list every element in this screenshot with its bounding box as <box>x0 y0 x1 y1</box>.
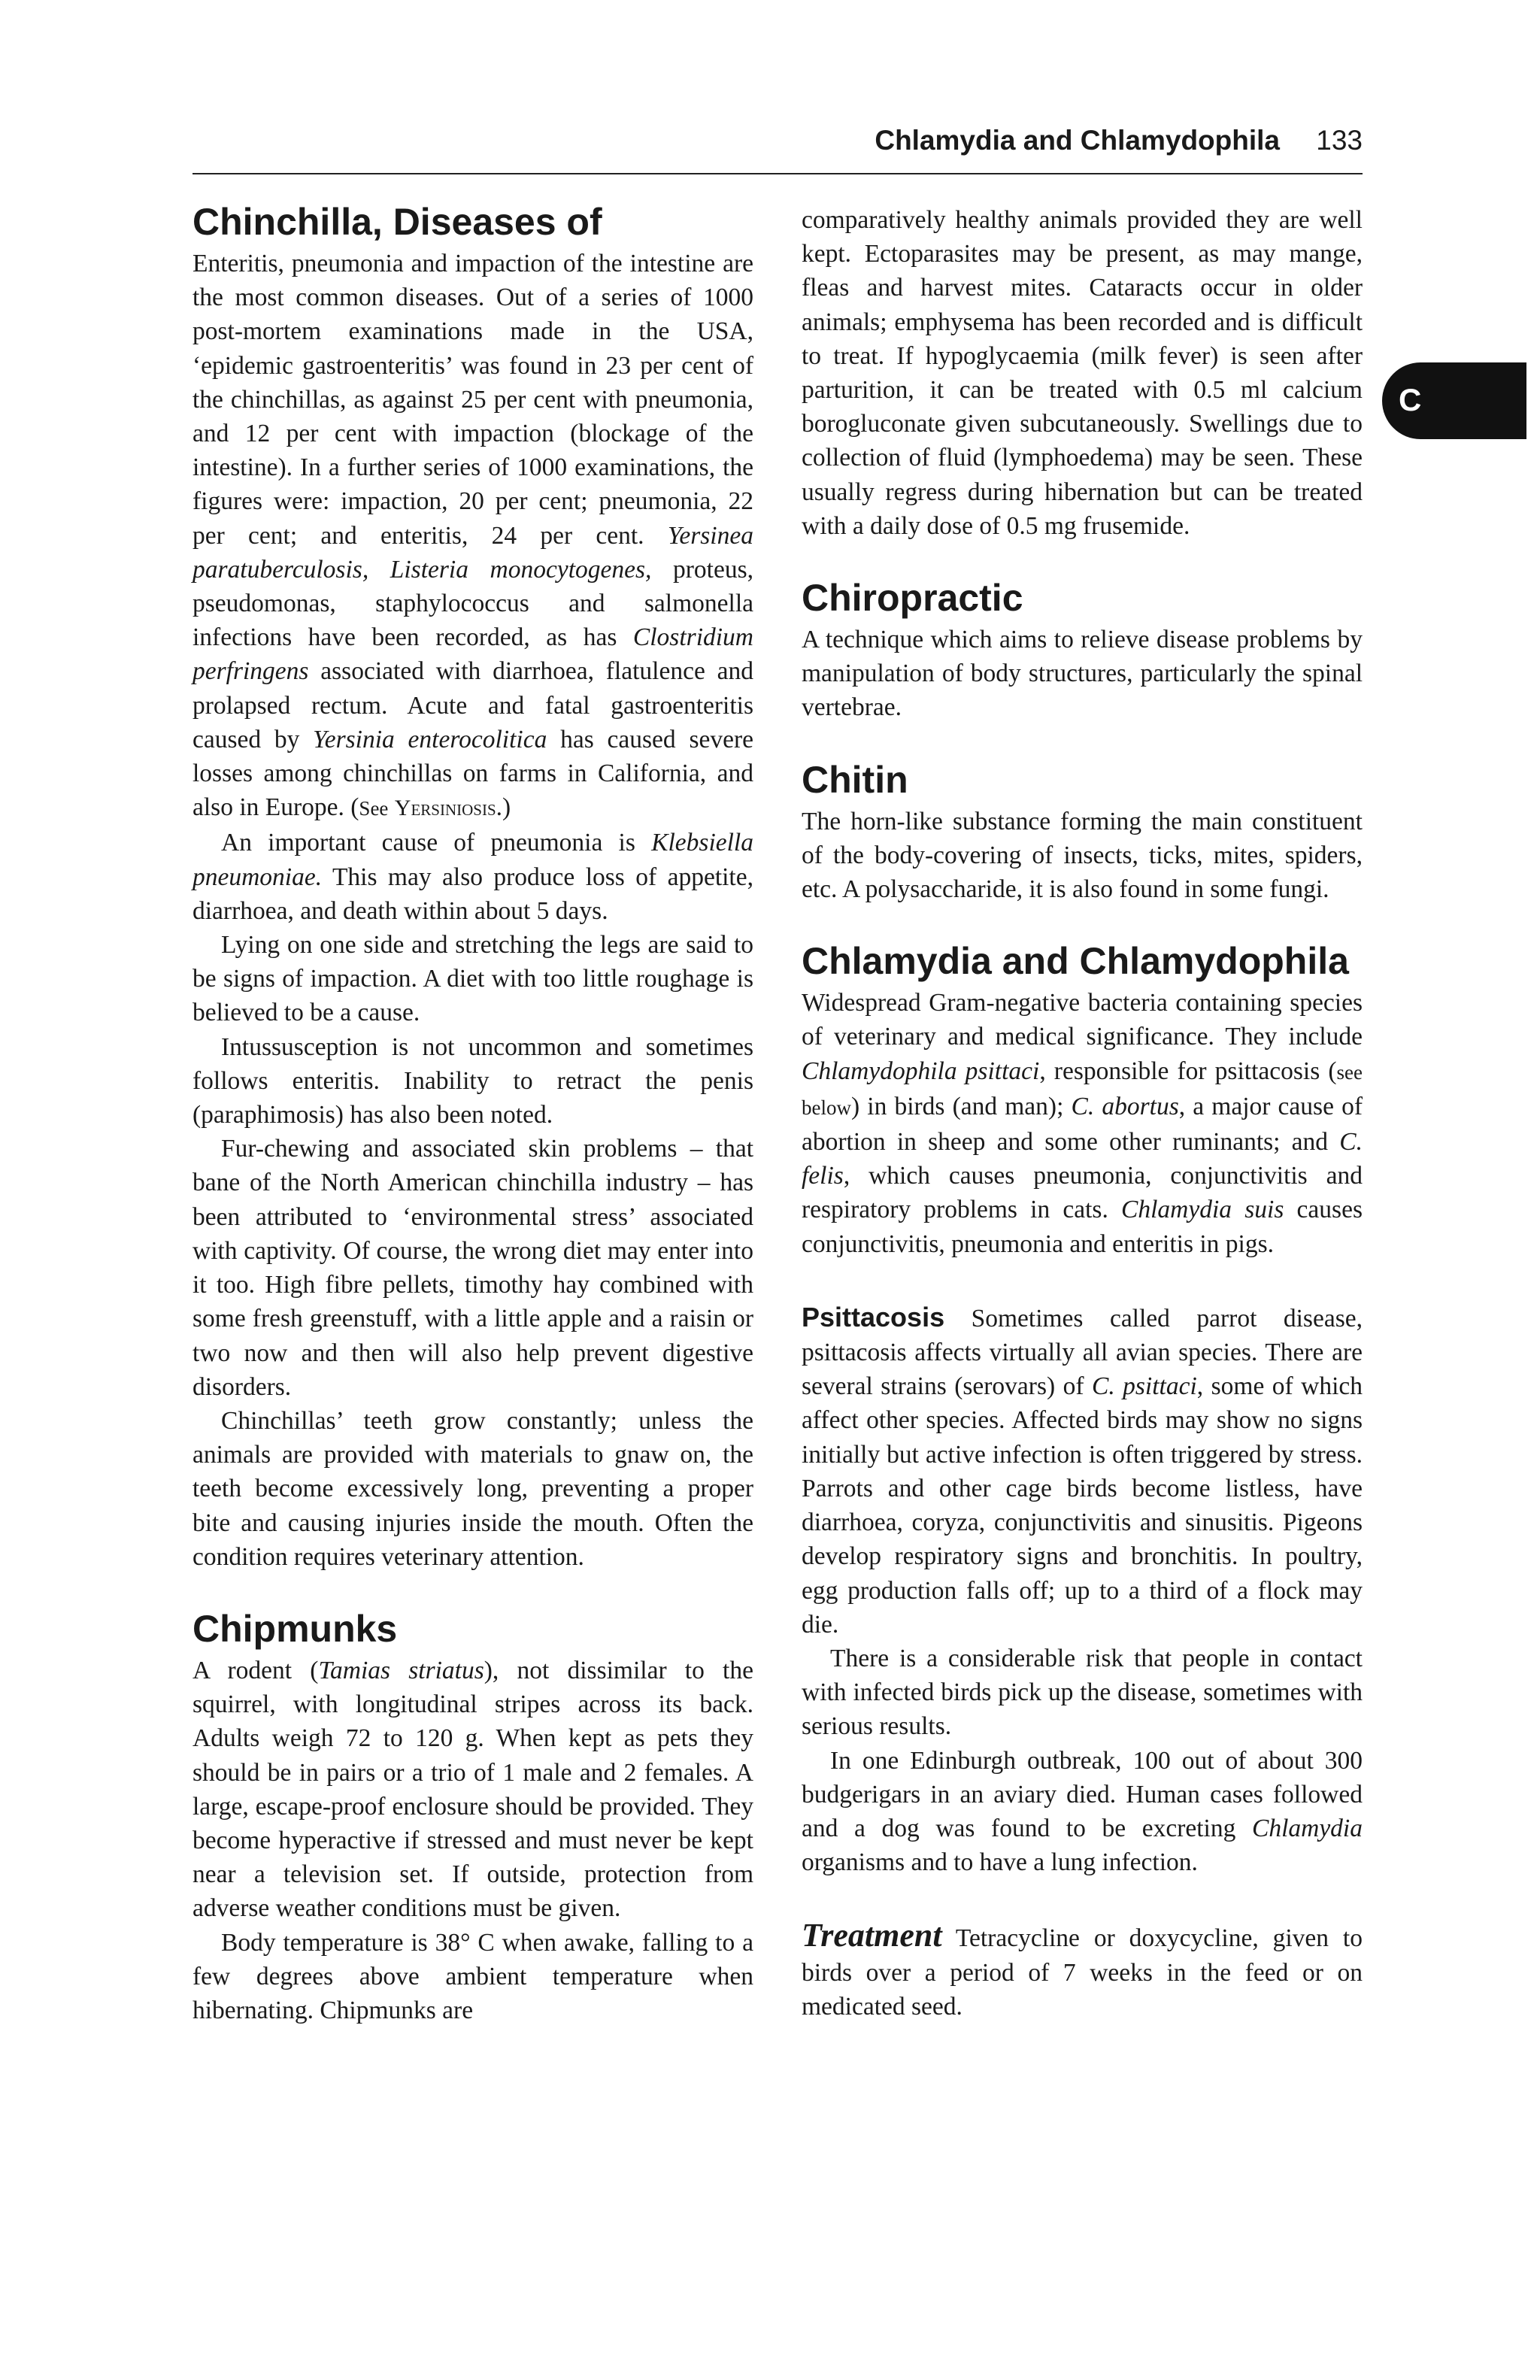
text-run: , which causes pneumonia, conjunctivitis and respiratory problems in cats. <box>802 1162 1363 1224</box>
species-name: Chlamydia suis <box>1121 1196 1284 1224</box>
entry-heading-chinchilla: Chinchilla, Diseases of <box>192 201 602 243</box>
chinchilla-paragraph-4: Intussusception is not uncommon and sometimes follows enteritis. Inability to retract the penis (paraphimosis) has also been noted. <box>192 1032 753 1129</box>
chlamydia-paragraph-1 <box>802 986 1363 1261</box>
psittacosis-paragraph-2: There is a considerable risk that people in contact with infected birds pick up the disease, sometimes with serious results. <box>802 1644 1363 1741</box>
text-run: ) in birds (and man); <box>850 1092 1072 1120</box>
text-run: , responsible for psittacosis ( <box>1039 1057 1337 1085</box>
see-below-reference: see below <box>802 1060 1363 1119</box>
species-name: Tamias striatus <box>318 1656 484 1684</box>
text-run: , a major cause of abortion in sheep and some other ruminants; and <box>802 1092 1363 1157</box>
species-name: Clostridium perfringens <box>192 623 753 686</box>
text-run: organisms and to have a lung infection. <box>802 1848 1198 1877</box>
psittacosis-paragraph <box>802 1300 1363 1642</box>
chipmunks-paragraph-2: Body temperature is 38° C when awake, falling to a few degrees above ambient temperature when hibernating. Chipmunks are <box>192 1928 753 2024</box>
subentry-label-treatment: Treatment <box>802 1917 942 1954</box>
running-head <box>192 125 1363 174</box>
right-column <box>802 203 1363 2024</box>
text-run: Widespread Gram-negative bacteria containing species of veterinary and medical significance. They include <box>802 989 1363 1051</box>
species-name: Klebsiella pneumoniae. <box>192 829 753 891</box>
chinchilla-paragraph-3: Lying on one side and stretching the legs are said to be signs of impaction. A diet with too little roughage is believed to be a cause. <box>192 931 753 1027</box>
text-run: Enteritis, pneumonia and impaction of the intestine are the most common diseases. Out of a series of 1000 post-mortem examinations made in the USA, ‘epidemic gastroenteritis’ was found in 23 per cent of the chinchillas, as against 25 per cent with pneumonia, and 12 per cent with impaction (blockage of the intestine). In a further series of 1000 examinations, the figures were: impaction, 20 per cent; pneumonia, 22 per cent; and enteritis, 24 per cent. <box>192 250 753 550</box>
chinchilla-paragraph-5: Fur-chewing and associated skin problems – that bane of the North American chinchilla industry – has been attributed to ‘environmental stress’ associated with captivity. Of course, the wrong diet may enter into it too. High fibre pellets, timothy hay combined with some fresh greenstuff, with a little apple and a raisin or two now and then will also help prevent digestive disorders. <box>192 1135 753 1401</box>
chitin-paragraph-1: The horn-like substance forming the main constituent of the body-covering of insects, ticks, mites, spiders, etc. A polysaccharide, it is also found in some fungi. <box>802 807 1363 904</box>
text-run: causes conjunctivitis, pneumonia and enteritis in pigs. <box>802 1196 1363 1258</box>
psittacosis-paragraph-3 <box>802 1744 1363 1880</box>
cross-reference-yersiniosis[interactable]: Yersiniosis <box>394 796 496 821</box>
species-name: Chlamydia <box>1251 1814 1363 1842</box>
text-run: has caused severe losses among chinchillas on farms in California, and also in Europe. ( <box>192 725 753 822</box>
chinchilla-paragraph-6: Chinchillas’ teeth grow constantly; unless the animals are provided with materials to gnaw on, the teeth become excessively long, preventing a proper bite and causing injuries inside the mouth. Often the condition requires veterinary attention. <box>192 1406 753 1571</box>
chinchilla-paragraph-2 <box>192 826 753 928</box>
running-head-title: Chlamydia and Chlamydophila <box>875 125 1280 156</box>
text-run: , some of which affect other species. Affected birds may show no signs initially but active infection is often triggered by stress. Parrots and other cage birds become listless, have diarrhoea, coryza, conjunctivitis and sinusitis. Pigeons develop respiratory signs and bronchitis. In poultry, egg production falls off; up to a third of a flock may die. <box>802 1372 1363 1639</box>
text-run: ), not dissimilar to the squirrel, with longitudinal stripes across its back. Adults weigh 72 to 120 g. When kept as pets they should be in pairs or a trio of 1 male and 2 females. A large, escape-proof enclosure should be provided. They become hyperactive if stressed and must never be kept near a television set. If outside, protection from adverse weather conditions must be given. <box>192 1656 753 1923</box>
text-run: proteus, pseudomonas, staphylococcus and salmonella infections have been recorded, as has <box>192 555 753 652</box>
thumb-index-tab <box>1382 362 1526 439</box>
text-run: A rodent ( <box>192 1656 319 1684</box>
text-run: An important cause of pneumonia is <box>221 829 652 857</box>
text-run: .) <box>496 793 511 822</box>
see-reference: See <box>359 797 389 820</box>
thumb-index-letter: C <box>1399 382 1422 417</box>
species-name: Yersinia enterocolitica <box>313 725 547 753</box>
text-run: Sometimes called parrot disease, psittacosis affects virtually all avian species. There are several strains (serovars) of <box>802 1304 1363 1401</box>
entry-heading-chitin: Chitin <box>802 758 908 801</box>
entry-heading-chiropractic: Chiropractic <box>802 577 1023 620</box>
text-run: This may also produce loss of appetite, diarrhoea, and death within about 5 days. <box>192 863 753 925</box>
subentry-label-psittacosis: Psittacosis <box>802 1301 945 1332</box>
chiropractic-paragraph-1: A technique which aims to relieve disease problems by manipulation of body structures, particularly the spinal vertebrae. <box>802 626 1363 722</box>
chipmunks-paragraph-1 <box>192 1654 753 1926</box>
text-run: associated with diarrhoea, flatulence and prolapsed rectum. Acute and fatal gastroenteritis caused by <box>192 657 753 753</box>
page-number: 133 <box>1316 125 1363 156</box>
left-column <box>192 203 753 2027</box>
chinchilla-paragraph-1 <box>192 247 753 826</box>
entry-heading-chlamydia: Chlamydia and Chlamydophila <box>802 940 1349 983</box>
chipmunks-continuation: comparatively healthy animals provided they are well kept. Ectoparasites may be present, as may mange, fleas and harvest mites. Cataracts occur in older animals; emphysema has been recorded and is difficult to treat. If hypoglycaemia (milk fever) is seen after parturition, it can be treated with 0.5 ml calcium borogluconate given subcutaneously. Swellings due to collection of fluid (lymphoedema) may be seen. These usually regress during hibernation but can be treated with a daily dose of 0.5 mg frusemide. <box>802 206 1363 540</box>
species-name: Chlamydophila psittaci <box>802 1057 1040 1085</box>
text-run: In one Edinburgh outbreak, 100 out of about 300 budgerigars in an aviary died. Human cases followed and a dog was found to be excreting <box>802 1746 1363 1842</box>
species-name: C. abortus <box>1071 1092 1179 1120</box>
species-name: Yersinea paratuberculosis, Listeria monocytogenes, <box>192 521 753 584</box>
text-run: Tetracycline or doxycycline, given to birds over a period of 7 weeks in the feed or on medicated seed. <box>802 1924 1363 2021</box>
species-name: C. psittaci <box>1091 1372 1197 1401</box>
entry-heading-chipmunks: Chipmunks <box>192 1607 398 1650</box>
treatment-paragraph <box>802 1918 1363 2024</box>
species-name: C. felis <box>802 1128 1363 1190</box>
